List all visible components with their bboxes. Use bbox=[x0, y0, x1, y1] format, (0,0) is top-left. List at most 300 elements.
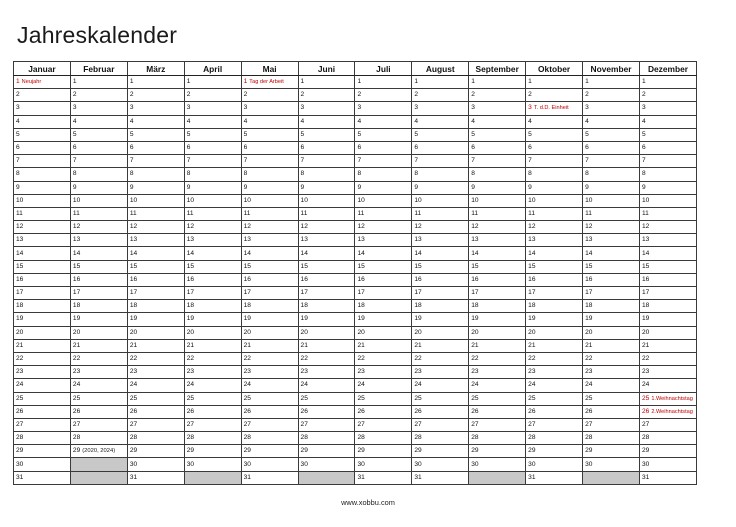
day-row bbox=[14, 155, 697, 168]
day-number: 25 bbox=[243, 394, 251, 402]
day-row bbox=[14, 418, 697, 431]
day-cell bbox=[70, 247, 127, 260]
day-number: 6 bbox=[186, 144, 191, 152]
day-number: 27 bbox=[641, 420, 650, 428]
day-cell bbox=[355, 207, 412, 220]
day-cell bbox=[184, 273, 241, 286]
day-cell bbox=[241, 260, 298, 273]
day-cell bbox=[469, 366, 526, 379]
day-number: 4 bbox=[16, 117, 20, 125]
day-number: 8 bbox=[16, 170, 20, 178]
day-number: 1 bbox=[641, 78, 646, 86]
day-cell bbox=[639, 247, 696, 260]
day-number: 9 bbox=[129, 183, 134, 191]
day-number: 27 bbox=[16, 420, 24, 428]
day-cell bbox=[583, 418, 640, 431]
day-row bbox=[14, 313, 697, 326]
day-cell bbox=[241, 471, 298, 484]
day-cell bbox=[298, 458, 355, 471]
day-number: 5 bbox=[300, 130, 305, 138]
day-number: 25 bbox=[16, 394, 24, 402]
day-number: 5 bbox=[585, 130, 589, 138]
day-number: 31 bbox=[528, 473, 536, 481]
day-number: 18 bbox=[16, 302, 24, 310]
day-cell bbox=[127, 352, 184, 365]
day-number: 23 bbox=[129, 368, 138, 376]
day-cell bbox=[526, 405, 583, 418]
day-number: 2 bbox=[72, 91, 77, 99]
day-number: 1 bbox=[357, 78, 362, 86]
day-number: 14 bbox=[357, 249, 365, 257]
day-cell bbox=[639, 287, 696, 300]
day-number: 24 bbox=[357, 381, 365, 389]
day-cell bbox=[526, 313, 583, 326]
day-cell bbox=[14, 155, 71, 168]
day-number: 8 bbox=[243, 170, 248, 178]
day-number: 21 bbox=[186, 341, 195, 349]
day-number: 6 bbox=[357, 144, 362, 152]
month-header-11: November bbox=[583, 62, 640, 76]
day-cell bbox=[583, 115, 640, 128]
day-number: 16 bbox=[72, 275, 81, 283]
day-cell bbox=[184, 352, 241, 365]
day-number: 26 bbox=[528, 407, 536, 415]
day-number: 16 bbox=[471, 275, 479, 283]
day-cell bbox=[412, 181, 469, 194]
day-number: 11 bbox=[16, 209, 23, 217]
day-cell bbox=[298, 141, 355, 154]
day-cell bbox=[127, 168, 184, 181]
day-cell bbox=[127, 115, 184, 128]
day-cell bbox=[127, 247, 184, 260]
day-cell bbox=[241, 287, 298, 300]
day-cell bbox=[412, 155, 469, 168]
day-number: 8 bbox=[585, 170, 589, 178]
day-cell bbox=[469, 89, 526, 102]
day-number: 16 bbox=[16, 275, 24, 283]
day-cell bbox=[14, 352, 71, 365]
day-number: 4 bbox=[300, 117, 305, 125]
day-cell bbox=[583, 392, 640, 405]
day-cell bbox=[469, 287, 526, 300]
day-cell bbox=[298, 352, 355, 365]
day-cell bbox=[583, 405, 640, 418]
day-cell bbox=[298, 432, 355, 445]
day-number: 26 bbox=[414, 407, 422, 415]
day-number: 11 bbox=[641, 209, 649, 217]
day-number: 12 bbox=[414, 223, 422, 231]
day-cell bbox=[70, 287, 127, 300]
day-cell bbox=[241, 405, 298, 418]
day-cell bbox=[127, 102, 184, 115]
day-cell bbox=[241, 76, 298, 89]
day-cell bbox=[184, 458, 241, 471]
day-cell bbox=[355, 471, 412, 484]
day-cell bbox=[469, 379, 526, 392]
day-cell bbox=[127, 221, 184, 234]
day-cell bbox=[70, 128, 127, 141]
day-number: 17 bbox=[243, 289, 251, 297]
day-cell bbox=[14, 141, 71, 154]
day-row bbox=[14, 392, 697, 405]
day-number: 3 bbox=[414, 104, 419, 112]
day-cell bbox=[70, 405, 127, 418]
day-number: 9 bbox=[528, 183, 532, 191]
day-cell bbox=[526, 352, 583, 365]
day-number: 15 bbox=[585, 262, 593, 270]
day-number: 28 bbox=[243, 434, 251, 442]
day-number: 30 bbox=[300, 460, 308, 468]
day-cell bbox=[526, 76, 583, 89]
day-cell bbox=[639, 115, 696, 128]
day-number: 17 bbox=[414, 289, 422, 297]
day-number: 22 bbox=[72, 355, 81, 363]
day-number: 4 bbox=[243, 117, 248, 125]
day-number: 20 bbox=[471, 328, 479, 336]
day-cell bbox=[70, 339, 127, 352]
day-cell bbox=[241, 352, 298, 365]
day-number: 28 bbox=[414, 434, 422, 442]
day-number: 4 bbox=[129, 117, 134, 125]
day-number: 29 bbox=[357, 447, 365, 455]
day-cell bbox=[355, 141, 412, 154]
day-cell bbox=[241, 392, 298, 405]
day-number: 29 bbox=[528, 447, 536, 455]
day-number: 8 bbox=[186, 170, 191, 178]
day-cell bbox=[241, 115, 298, 128]
day-cell bbox=[184, 313, 241, 326]
day-cell bbox=[412, 471, 469, 484]
day-cell bbox=[355, 155, 412, 168]
day-cell bbox=[355, 313, 412, 326]
day-number: 30 bbox=[186, 460, 195, 468]
day-cell bbox=[526, 418, 583, 431]
day-cell bbox=[241, 168, 298, 181]
day-number: 19 bbox=[641, 315, 650, 323]
day-cell bbox=[469, 234, 526, 247]
day-number: 23 bbox=[471, 368, 479, 376]
day-number: 30 bbox=[16, 460, 24, 468]
day-number: 17 bbox=[129, 289, 138, 297]
day-row bbox=[14, 405, 697, 418]
day-cell bbox=[184, 287, 241, 300]
day-number: 28 bbox=[72, 434, 81, 442]
day-row bbox=[14, 102, 697, 115]
day-row bbox=[14, 432, 697, 445]
day-cell bbox=[14, 168, 71, 181]
day-cell bbox=[127, 89, 184, 102]
day-number: 13 bbox=[72, 236, 81, 244]
holiday-label: Neujahr bbox=[21, 79, 42, 86]
day-cell bbox=[355, 339, 412, 352]
day-number: 26 bbox=[471, 407, 479, 415]
day-number: 11 bbox=[72, 209, 80, 217]
day-cell bbox=[184, 115, 241, 128]
day-cell bbox=[14, 194, 71, 207]
calendar-body bbox=[14, 76, 697, 485]
day-number: 12 bbox=[186, 223, 195, 231]
day-cell bbox=[639, 471, 696, 484]
day-cell bbox=[127, 458, 184, 471]
day-number: 28 bbox=[641, 434, 650, 442]
calendar-table bbox=[13, 61, 697, 485]
day-number: 11 bbox=[414, 209, 422, 217]
day-cell bbox=[298, 221, 355, 234]
day-number: 2 bbox=[471, 91, 475, 99]
day-cell bbox=[583, 326, 640, 339]
day-cell bbox=[14, 300, 71, 313]
day-cell bbox=[526, 260, 583, 273]
day-number: 2 bbox=[528, 91, 532, 99]
day-number: 14 bbox=[243, 249, 251, 257]
day-cell bbox=[127, 128, 184, 141]
day-cell bbox=[639, 155, 696, 168]
day-cell bbox=[412, 313, 469, 326]
day-cell bbox=[469, 76, 526, 89]
page-title: Jahreskalender bbox=[17, 22, 178, 48]
day-number: 2 bbox=[414, 91, 419, 99]
day-cell bbox=[469, 102, 526, 115]
day-cell bbox=[241, 418, 298, 431]
day-cell bbox=[70, 326, 127, 339]
day-cell bbox=[355, 234, 412, 247]
day-number: 29 bbox=[414, 447, 422, 455]
day-number: 9 bbox=[243, 183, 248, 191]
day-number: 24 bbox=[186, 381, 195, 389]
day-number: 24 bbox=[300, 381, 308, 389]
day-number: 29 bbox=[585, 447, 593, 455]
day-number: 10 bbox=[16, 196, 24, 204]
day-cell bbox=[412, 339, 469, 352]
day-number: 23 bbox=[414, 368, 422, 376]
day-number: 16 bbox=[186, 275, 195, 283]
day-cell bbox=[639, 432, 696, 445]
day-cell bbox=[355, 273, 412, 286]
day-cell bbox=[241, 313, 298, 326]
day-number: 2 bbox=[186, 91, 191, 99]
footer-url: www.xobbu.com bbox=[341, 498, 395, 507]
day-cell bbox=[127, 300, 184, 313]
day-number: 11 bbox=[300, 209, 308, 217]
day-number: 10 bbox=[129, 196, 138, 204]
day-cell bbox=[70, 234, 127, 247]
day-number: 27 bbox=[528, 420, 536, 428]
day-number: 15 bbox=[528, 262, 536, 270]
day-cell bbox=[526, 287, 583, 300]
day-number: 13 bbox=[471, 236, 479, 244]
day-number: 27 bbox=[243, 420, 251, 428]
empty-cell bbox=[70, 471, 127, 484]
day-number: 24 bbox=[641, 381, 650, 389]
day-number: 19 bbox=[300, 315, 308, 323]
day-cell bbox=[469, 392, 526, 405]
day-cell bbox=[184, 168, 241, 181]
day-cell bbox=[526, 102, 583, 115]
day-number: 28 bbox=[186, 434, 195, 442]
day-cell bbox=[70, 352, 127, 365]
day-number: 28 bbox=[471, 434, 479, 442]
day-cell bbox=[14, 207, 71, 220]
day-cell bbox=[241, 181, 298, 194]
day-number: 20 bbox=[641, 328, 650, 336]
day-number: 13 bbox=[186, 236, 195, 244]
day-number: 8 bbox=[72, 170, 77, 178]
day-cell bbox=[14, 339, 71, 352]
day-number: 27 bbox=[186, 420, 195, 428]
day-cell bbox=[583, 234, 640, 247]
day-cell bbox=[14, 247, 71, 260]
day-cell bbox=[14, 287, 71, 300]
day-number: 11 bbox=[528, 209, 536, 217]
day-cell bbox=[412, 379, 469, 392]
day-number: 7 bbox=[528, 157, 532, 165]
day-cell bbox=[469, 352, 526, 365]
day-cell bbox=[412, 366, 469, 379]
empty-cell bbox=[583, 471, 640, 484]
day-cell bbox=[412, 326, 469, 339]
empty-cell bbox=[184, 471, 241, 484]
day-cell bbox=[355, 379, 412, 392]
day-number: 16 bbox=[528, 275, 536, 283]
day-cell bbox=[355, 76, 412, 89]
day-cell bbox=[526, 392, 583, 405]
day-cell bbox=[583, 352, 640, 365]
day-number: 21 bbox=[641, 341, 650, 349]
day-number: 21 bbox=[357, 341, 365, 349]
day-cell bbox=[241, 207, 298, 220]
day-number: 12 bbox=[471, 223, 479, 231]
day-number: 20 bbox=[414, 328, 422, 336]
day-number: 11 bbox=[471, 209, 479, 217]
day-number: 17 bbox=[357, 289, 365, 297]
day-number: 30 bbox=[243, 460, 251, 468]
day-number: 6 bbox=[414, 144, 419, 152]
day-cell bbox=[355, 326, 412, 339]
day-cell bbox=[298, 418, 355, 431]
day-number: 3 bbox=[471, 104, 475, 112]
day-number: 30 bbox=[528, 460, 536, 468]
day-number: 11 bbox=[585, 209, 592, 217]
day-cell bbox=[241, 141, 298, 154]
day-cell bbox=[127, 141, 184, 154]
day-number: 17 bbox=[471, 289, 479, 297]
day-number: 30 bbox=[471, 460, 479, 468]
day-cell bbox=[241, 432, 298, 445]
day-number: 31 bbox=[357, 473, 365, 481]
day-cell bbox=[639, 458, 696, 471]
day-cell bbox=[583, 287, 640, 300]
day-cell bbox=[526, 339, 583, 352]
day-cell bbox=[14, 445, 71, 458]
day-cell bbox=[355, 89, 412, 102]
day-cell bbox=[469, 168, 526, 181]
day-number: 25 bbox=[528, 394, 536, 402]
day-cell bbox=[355, 458, 412, 471]
day-number: 19 bbox=[243, 315, 251, 323]
day-cell bbox=[127, 471, 184, 484]
day-number: 23 bbox=[300, 368, 308, 376]
day-number: 23 bbox=[72, 368, 81, 376]
day-cell bbox=[14, 102, 71, 115]
day-row bbox=[14, 128, 697, 141]
day-number: 18 bbox=[243, 302, 251, 310]
day-cell bbox=[412, 102, 469, 115]
day-number: 20 bbox=[16, 328, 24, 336]
day-cell bbox=[70, 141, 127, 154]
day-cell bbox=[583, 300, 640, 313]
day-cell bbox=[241, 339, 298, 352]
day-number: 30 bbox=[357, 460, 365, 468]
day-cell bbox=[298, 260, 355, 273]
day-cell bbox=[639, 194, 696, 207]
day-cell bbox=[298, 392, 355, 405]
day-cell bbox=[469, 405, 526, 418]
day-number: 6 bbox=[16, 144, 20, 152]
day-cell bbox=[412, 89, 469, 102]
day-cell bbox=[355, 181, 412, 194]
day-number: 25 bbox=[641, 394, 650, 402]
day-cell bbox=[14, 405, 71, 418]
day-cell bbox=[639, 339, 696, 352]
day-number: 7 bbox=[585, 157, 589, 165]
day-number: 12 bbox=[243, 223, 251, 231]
day-number: 24 bbox=[585, 381, 593, 389]
day-row bbox=[14, 221, 697, 234]
day-number: 31 bbox=[129, 473, 138, 481]
day-number: 27 bbox=[585, 420, 593, 428]
day-cell bbox=[355, 392, 412, 405]
day-number: 29 bbox=[72, 447, 81, 455]
day-number: 26 bbox=[300, 407, 308, 415]
day-cell bbox=[526, 89, 583, 102]
day-cell bbox=[526, 432, 583, 445]
day-cell bbox=[127, 260, 184, 273]
day-cell bbox=[298, 300, 355, 313]
day-cell bbox=[583, 445, 640, 458]
day-number: 25 bbox=[471, 394, 479, 402]
day-cell bbox=[583, 247, 640, 260]
day-row bbox=[14, 379, 697, 392]
day-cell bbox=[583, 141, 640, 154]
day-number: 14 bbox=[300, 249, 308, 257]
day-cell bbox=[526, 221, 583, 234]
empty-cell bbox=[298, 471, 355, 484]
day-number: 21 bbox=[585, 341, 593, 349]
day-cell bbox=[127, 313, 184, 326]
day-number: 23 bbox=[16, 368, 24, 376]
month-header-5: Mai bbox=[241, 62, 298, 76]
day-cell bbox=[412, 273, 469, 286]
day-number: 18 bbox=[300, 302, 308, 310]
day-number: 20 bbox=[300, 328, 308, 336]
day-number: 22 bbox=[186, 355, 195, 363]
day-number: 12 bbox=[641, 223, 650, 231]
day-cell bbox=[70, 221, 127, 234]
day-cell bbox=[639, 300, 696, 313]
day-cell bbox=[14, 221, 71, 234]
day-number: 22 bbox=[357, 355, 365, 363]
day-number: 6 bbox=[72, 144, 77, 152]
day-cell bbox=[298, 128, 355, 141]
day-cell bbox=[14, 115, 71, 128]
day-cell bbox=[469, 339, 526, 352]
day-number: 7 bbox=[72, 157, 77, 165]
day-number: 15 bbox=[243, 262, 251, 270]
day-cell bbox=[241, 273, 298, 286]
day-number: 15 bbox=[16, 262, 24, 270]
day-cell bbox=[639, 366, 696, 379]
day-cell bbox=[127, 326, 184, 339]
